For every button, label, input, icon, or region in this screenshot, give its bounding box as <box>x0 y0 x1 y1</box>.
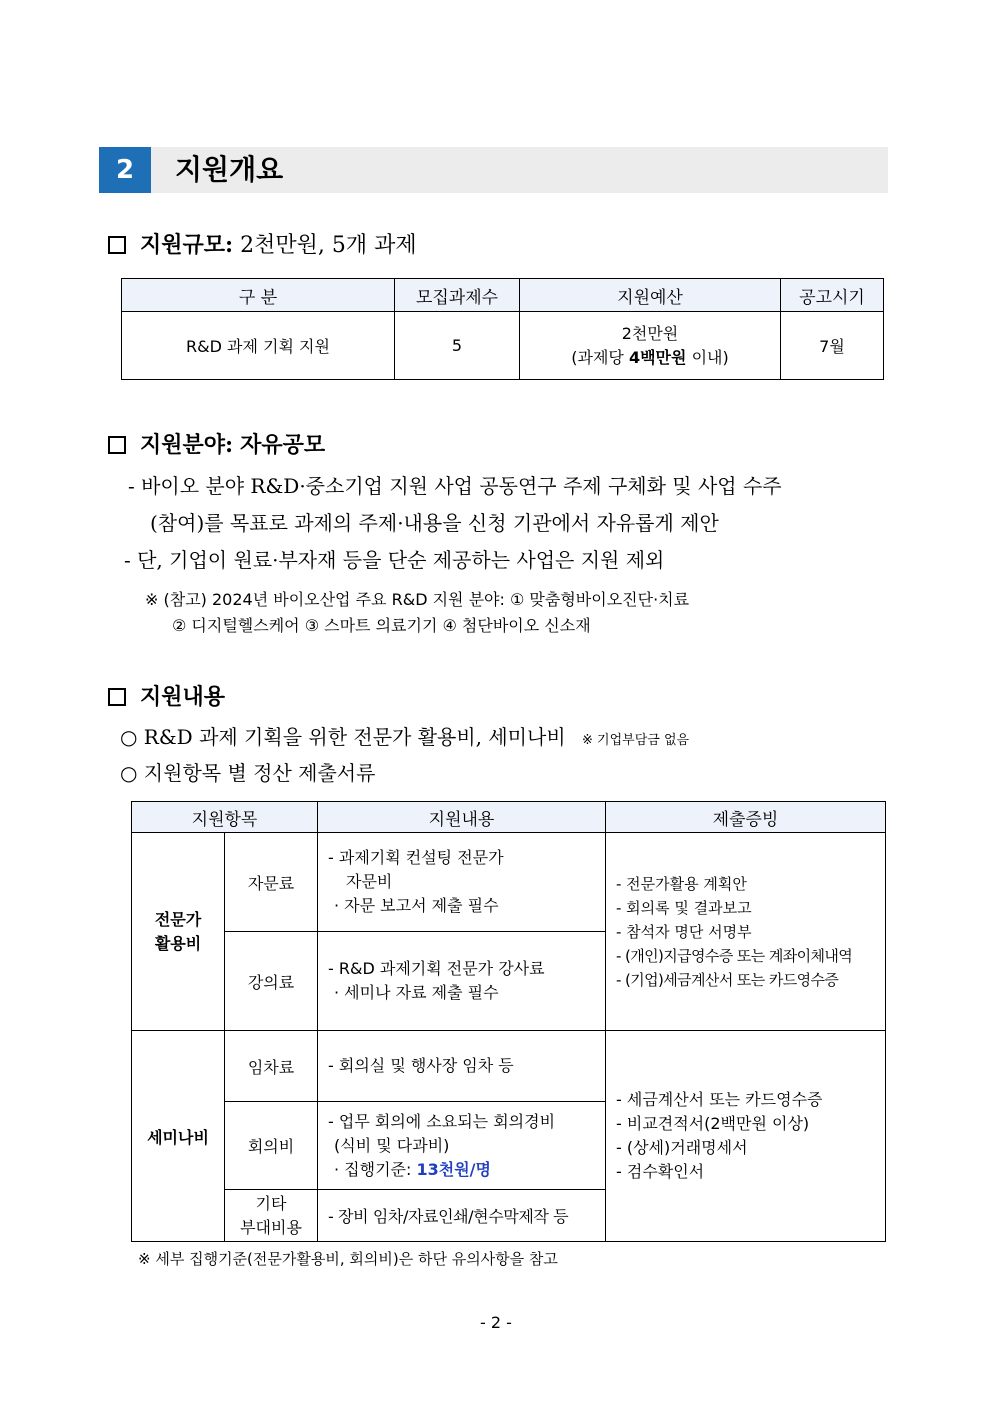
timing-cell: 7월 <box>781 312 884 380</box>
scale-heading <box>108 228 417 259</box>
table-header: 지원내용 <box>318 802 606 833</box>
category-cell: R&D 과제 기획 지원 <box>122 312 395 380</box>
checkbox-square-icon <box>108 436 126 454</box>
scale-label: 지원규모: <box>140 232 234 258</box>
checkbox-square-icon <box>108 688 126 706</box>
table-header: 제출증빙 <box>606 802 886 833</box>
desc-cell: - 장비 임차/자료인쇄/현수막제작 등 <box>318 1190 606 1242</box>
page-number: - 2 - <box>480 1313 512 1332</box>
field-bullet-1-line-2: (참여)를 목표로 과제의 주제·내용을 신청 기관에서 자유롭게 제안 <box>150 511 719 535</box>
section-title: 지원개요 <box>175 153 284 186</box>
table-header: 모집과제수 <box>395 279 520 312</box>
field-note-line-2: ② 디지털헬스케어 ③ 스마트 의료기기 ④ 첨단바이오 신소재 <box>172 616 591 635</box>
table-header: 지원예산 <box>520 279 781 312</box>
field-note-line-1: ※ (참고) 2024년 바이오산업 주요 R&D 지원 분야: ① 맞춤형바이오진단·치료 <box>145 590 690 609</box>
item-cell: 회의비 <box>225 1102 318 1190</box>
evidence-cell: - 전문가활용 계획안 - 회의록 및 결과보고 - 참석자 명단 서명부 - (개인)지급영수증 또는 계좌이체내역 - (기업)세금계산서 또는 카드영수증 <box>606 833 886 1031</box>
field-heading: 지원분야: 자유공모 <box>108 428 325 459</box>
desc-cell: - 회의실 및 행사장 임차 등 <box>318 1031 606 1102</box>
table-header: 지원항목 <box>132 802 318 833</box>
content-item-1: ○ R&D 과제 기획을 위한 전문가 활용비, 세미나비 ※ 기업부담금 없음 <box>120 725 690 749</box>
table-footnote: ※ 세부 집행기준(전문가활용비, 회의비)은 하단 유의사항을 참고 <box>138 1250 558 1268</box>
field-bullet-1-line-1: - 바이오 분야 R&D·중소기업 지원 사업 공동연구 주제 구체화 및 사업 수주 <box>128 474 782 498</box>
item-cell: 임차료 <box>225 1031 318 1102</box>
checkbox-square-icon <box>108 236 126 254</box>
section-number: 2 <box>99 147 151 193</box>
content-item-2: ○ 지원항목 별 정산 제출서류 <box>120 761 376 785</box>
budget-cell: 2천만원 (과제당 4백만원 이내) <box>520 312 781 380</box>
content-heading: 지원내용 <box>108 680 225 711</box>
item-cell: 자문료 <box>225 833 318 932</box>
group-name-cell: 세미나비 <box>132 1031 225 1242</box>
standard-value: 13천원/명 <box>416 1159 491 1179</box>
count-cell: 5 <box>395 312 520 380</box>
item-cell: 강의료 <box>225 932 318 1031</box>
scale-value: 2천만원, 5개 과제 <box>240 233 417 258</box>
item-cell: 기타 부대비용 <box>225 1190 318 1242</box>
table-header: 구 분 <box>122 279 395 312</box>
group-name-cell: 전문가 활용비 <box>132 833 225 1031</box>
budget-table <box>121 278 884 380</box>
desc-cell: - 과제기획 컨설팅 전문가 자문비 · 자문 보고서 제출 필수 <box>318 833 606 932</box>
desc-cell: - R&D 과제기획 전문가 강사료 · 세미나 자료 제출 필수 <box>318 932 606 1031</box>
field-bullet-2: - 단, 기업이 원료·부자재 등을 단순 제공하는 사업은 지원 제외 <box>124 548 665 572</box>
evidence-cell: - 세금계산서 또는 카드영수증 - 비교견적서(2백만원 이상) - (상세)거래명세서 - 검수확인서 <box>606 1031 886 1242</box>
expense-table <box>131 801 886 1242</box>
desc-cell: - 업무 회의에 소요되는 회의경비 (식비 및 다과비) · 집행기준: 13천원/명 <box>318 1102 606 1190</box>
table-header: 공고시기 <box>781 279 884 312</box>
content-item-1-note: ※ 기업부담금 없음 <box>582 733 690 748</box>
